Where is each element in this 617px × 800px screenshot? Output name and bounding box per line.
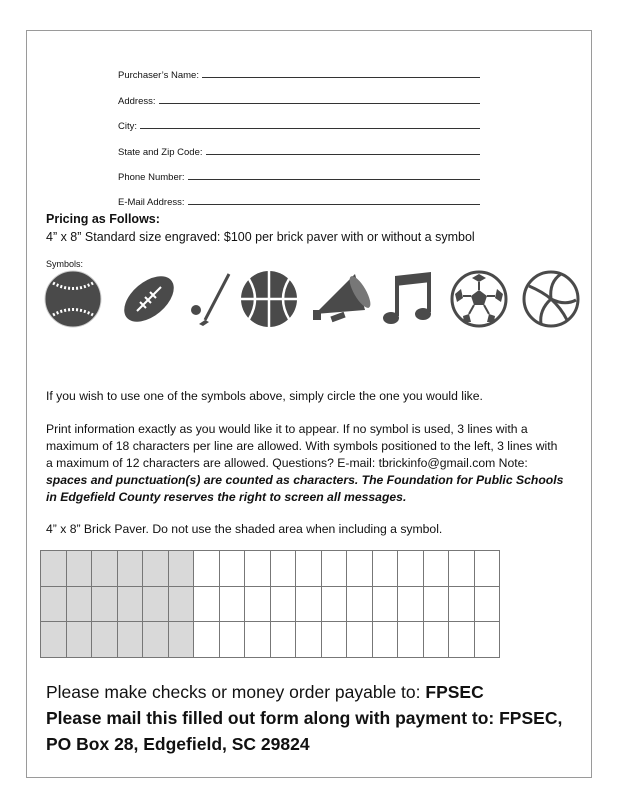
grid-cell[interactable] bbox=[321, 551, 347, 587]
note-italic: spaces and punctuation(s) are counted as characters. The Foundation for Public Schools in Edgefield County reserves the right to screen all messages. bbox=[46, 473, 564, 504]
soccer-ball-icon[interactable] bbox=[449, 270, 509, 328]
grid-cell[interactable] bbox=[423, 586, 449, 622]
symbols-label: Symbols: bbox=[46, 259, 84, 269]
football-icon[interactable] bbox=[119, 270, 179, 328]
grid-cell[interactable] bbox=[270, 551, 296, 587]
volleyball-icon[interactable] bbox=[521, 270, 581, 328]
state-zip-field[interactable] bbox=[118, 132, 480, 157]
grid-cell[interactable] bbox=[194, 622, 220, 658]
grid-cell-shaded[interactable] bbox=[143, 622, 169, 658]
grid-cell[interactable] bbox=[245, 622, 271, 658]
paver-grid[interactable] bbox=[40, 550, 500, 658]
phone-field[interactable] bbox=[118, 158, 480, 183]
grid-cell[interactable] bbox=[449, 551, 475, 587]
grid-cell[interactable] bbox=[449, 622, 475, 658]
grid-cell[interactable] bbox=[347, 551, 373, 587]
grid-cell[interactable] bbox=[219, 551, 245, 587]
purchaser-form bbox=[118, 56, 480, 208]
address-field[interactable] bbox=[118, 81, 480, 106]
grid-cell-shaded[interactable] bbox=[117, 551, 143, 587]
field-label: Phone Number: bbox=[118, 171, 185, 183]
field-label: Address: bbox=[118, 95, 156, 107]
write-line[interactable] bbox=[206, 154, 481, 155]
grid-cell[interactable] bbox=[423, 622, 449, 658]
grid-cell[interactable] bbox=[194, 586, 220, 622]
grid-cell[interactable] bbox=[296, 586, 322, 622]
golf-club-icon[interactable] bbox=[179, 270, 239, 328]
grid-cell[interactable] bbox=[270, 622, 296, 658]
grid-cell[interactable] bbox=[398, 622, 424, 658]
grid-cell-shaded[interactable] bbox=[92, 622, 118, 658]
baseball-icon[interactable] bbox=[43, 270, 103, 328]
email-field[interactable] bbox=[118, 183, 480, 208]
grid-cell[interactable] bbox=[372, 622, 398, 658]
grid-cell-shaded[interactable] bbox=[66, 586, 92, 622]
grid-row bbox=[41, 622, 500, 658]
grid-cell[interactable] bbox=[474, 622, 500, 658]
write-line[interactable] bbox=[140, 128, 480, 129]
grid-row bbox=[41, 551, 500, 587]
print-instruction bbox=[46, 421, 566, 506]
city-field[interactable] bbox=[118, 107, 480, 132]
grid-row bbox=[41, 586, 500, 622]
grid-cell-shaded[interactable] bbox=[92, 586, 118, 622]
payable-name: FPSEC bbox=[425, 682, 484, 702]
grid-cell-shaded[interactable] bbox=[117, 622, 143, 658]
grid-cell[interactable] bbox=[347, 622, 373, 658]
write-line[interactable] bbox=[159, 103, 481, 104]
grid-cell[interactable] bbox=[372, 551, 398, 587]
grid-cell-shaded[interactable] bbox=[41, 551, 67, 587]
pricing-heading: Pricing as Follows: bbox=[46, 212, 160, 226]
grid-cell[interactable] bbox=[219, 622, 245, 658]
music-note-icon[interactable] bbox=[381, 270, 441, 328]
note-prefix: Note: bbox=[498, 456, 528, 470]
payable-text: Please make checks or money order payable to: bbox=[46, 682, 426, 702]
grid-cell[interactable] bbox=[270, 586, 296, 622]
grid-cell-shaded[interactable] bbox=[66, 551, 92, 587]
grid-cell-shaded[interactable] bbox=[168, 586, 194, 622]
grid-cell[interactable] bbox=[296, 622, 322, 658]
grid-cell[interactable] bbox=[194, 551, 220, 587]
field-label: State and Zip Code: bbox=[118, 146, 203, 158]
grid-cell[interactable] bbox=[423, 551, 449, 587]
grid-cell-shaded[interactable] bbox=[41, 622, 67, 658]
grid-cell-shaded[interactable] bbox=[41, 586, 67, 622]
grid-cell-shaded[interactable] bbox=[117, 586, 143, 622]
basketball-icon[interactable] bbox=[239, 270, 299, 328]
write-line[interactable] bbox=[202, 77, 480, 78]
paver-instruction: 4” x 8” Brick Paver. Do not use the shaded area when including a symbol. bbox=[46, 522, 443, 536]
grid-cell[interactable] bbox=[245, 586, 271, 622]
grid-cell[interactable] bbox=[398, 551, 424, 587]
write-line[interactable] bbox=[188, 204, 480, 205]
grid-cell-shaded[interactable] bbox=[143, 551, 169, 587]
grid-cell[interactable] bbox=[398, 586, 424, 622]
grid-cell[interactable] bbox=[372, 586, 398, 622]
grid-cell-shaded[interactable] bbox=[92, 551, 118, 587]
grid-cell-shaded[interactable] bbox=[168, 622, 194, 658]
grid-cell[interactable] bbox=[245, 551, 271, 587]
symbols-row bbox=[43, 270, 583, 328]
grid-cell[interactable] bbox=[474, 551, 500, 587]
field-label: Purchaser’s Name: bbox=[118, 70, 199, 82]
pricing-text: 4” x 8” Standard size engraved: $100 per brick paver with or without a symbol bbox=[46, 230, 475, 244]
grid-cell[interactable] bbox=[347, 586, 373, 622]
grid-cell[interactable] bbox=[449, 586, 475, 622]
circle-instruction: If you wish to use one of the symbols above, simply circle the one you would like. bbox=[46, 389, 483, 403]
grid-cell-shaded[interactable] bbox=[66, 622, 92, 658]
field-label: City: bbox=[118, 121, 137, 133]
grid-cell[interactable] bbox=[321, 622, 347, 658]
address-line: PO Box 28, Edgefield, SC 29824 bbox=[46, 734, 310, 754]
megaphone-icon[interactable] bbox=[311, 270, 371, 328]
grid-cell[interactable] bbox=[219, 586, 245, 622]
grid-cell[interactable] bbox=[296, 551, 322, 587]
field-label: E-Mail Address: bbox=[118, 197, 185, 209]
grid-cell-shaded[interactable] bbox=[168, 551, 194, 587]
grid-cell[interactable] bbox=[474, 586, 500, 622]
mail-line: Please mail this filled out form along with payment to: FPSEC, bbox=[46, 708, 563, 728]
grid-cell-shaded[interactable] bbox=[143, 586, 169, 622]
write-line[interactable] bbox=[188, 179, 480, 180]
print-text: Print information exactly as you would like it to appear. If no symbol is used, 3 lines with a maximum of 18 characters per line are allowed. With symbols positioned to the left, 3 lines with a maximum of 12 characters are allowed. Questions? E-mail: tbrickinfo@gmail.com bbox=[46, 422, 558, 470]
payable-line bbox=[46, 682, 484, 703]
grid-cell[interactable] bbox=[321, 586, 347, 622]
purchaser-name-field[interactable] bbox=[118, 56, 480, 81]
